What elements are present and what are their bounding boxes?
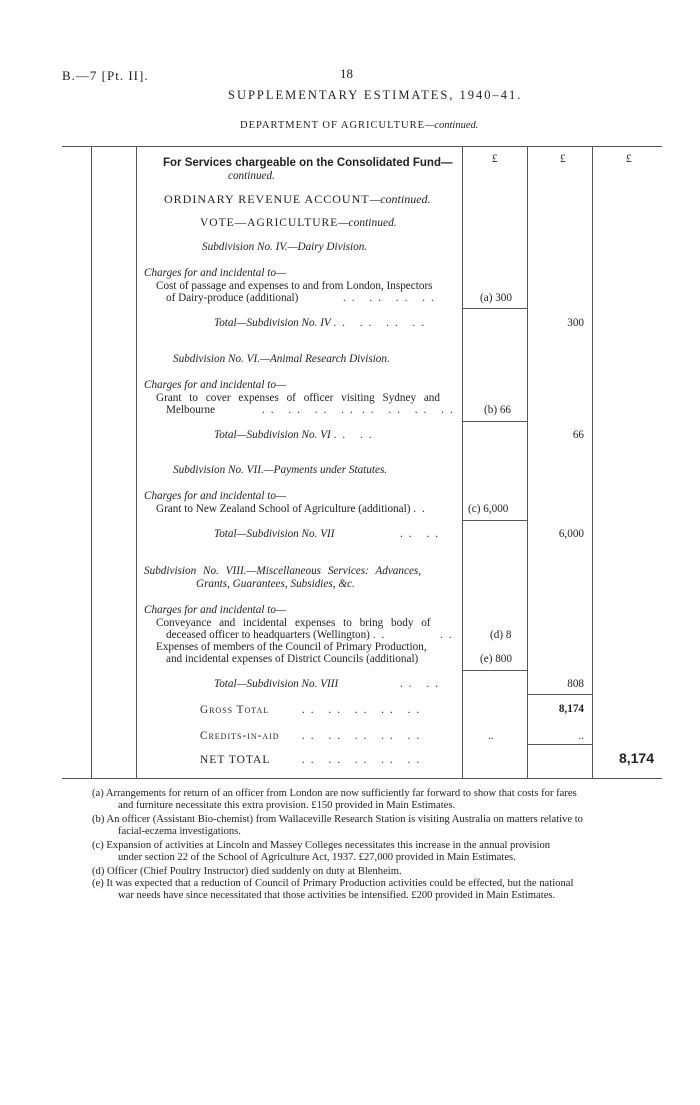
services-heading-cont: continued. — [228, 170, 275, 182]
dot-leader: .. .. — [400, 678, 444, 690]
col-rule-3 — [462, 146, 463, 778]
dot-leader: .. .. .. .. .. — [302, 754, 426, 766]
subdivision-iv-line-1: Cost of passage and expenses to and from London, Inspectors — [156, 280, 433, 292]
department-heading: DEPARTMENT OF AGRICULTURE—continued. — [240, 120, 479, 131]
total-rule — [527, 694, 592, 695]
subdivision-vi-line-1: Grant to cover expenses of officer visiting Sydney and — [156, 392, 440, 404]
net-total-label: NET TOTAL — [200, 754, 271, 766]
subdivision-iv-line-2: of Dairy-produce (additional) — [166, 292, 299, 304]
page-number: 18 — [340, 66, 353, 81]
subdivision-iv-total: 300 — [567, 317, 584, 329]
subdivision-iv-heading: Subdivision No. IV.—Dairy Division. — [202, 241, 368, 253]
subdivision-vii-charges: Charges for and incidental to— — [144, 490, 286, 502]
subdivision-viii-heading-1: Subdivision No. VIII.—Miscellaneous Services: Advances, — [144, 565, 422, 577]
subdivision-iv-total-label: Total—Subdivision No. IV .. .. .. .. — [214, 317, 431, 329]
document-title: SUPPLEMENTARY ESTIMATES, 1940–41. — [228, 88, 523, 102]
subdivision-viii-total: 808 — [567, 678, 584, 690]
subdivision-vi-charges: Charges for and incidental to— — [144, 379, 286, 391]
subtotal-rule — [462, 421, 527, 422]
subdivision-vi-total: 66 — [572, 429, 584, 441]
subdivision-viii-item-amount-1: (d) 8 — [490, 629, 512, 641]
dot-leader: .. .. — [400, 528, 444, 540]
subdivision-vi-line-2: Melbourne — [166, 404, 216, 416]
subdivision-viii-total-label: Total—Subdivision No. VIII — [214, 678, 339, 690]
col-rule-2 — [136, 146, 137, 778]
footnote-d: (d) Officer (Chief Poultry Instructor) died suddenly on duty at Blenheim. — [92, 866, 402, 877]
subdivision-viii-line-3: Expenses of members of the Council of Primary Production, — [156, 641, 427, 653]
column-currency-1: £ — [492, 153, 498, 165]
account-heading: ORDINARY REVENUE ACCOUNT—continued. — [164, 192, 431, 206]
footnote-a: (a) Arrangements for return of an officer from London are now sufficiently far forward to show that costs for fares and furniture necessitate this extra provision. £150 provided in Main Estimates. — [92, 788, 577, 811]
vote-heading: VOTE—AGRICULTURE—continued. — [200, 217, 397, 229]
dot-leader: .. .. .. .. .. — [302, 730, 426, 742]
subdivision-viii-item-amount-2: (e) 800 — [480, 653, 512, 665]
subdivision-viii-line-2: deceased officer to headquarters (Wellington) .. — [166, 629, 391, 641]
subdivision-iv-item-amount: (a) 300 — [480, 292, 512, 304]
subdivision-iv-charges: Charges for and incidental to— — [144, 267, 286, 279]
subdivision-vii-line-1: Grant to New Zealand School of Agriculture (additional) .. — [156, 503, 431, 515]
gross-total-value: 8,174 — [558, 703, 584, 715]
net-total-value: 8,174 — [618, 750, 654, 766]
credits-in-aid-value: .. — [578, 730, 584, 742]
subtotal-rule — [462, 308, 527, 309]
subdivision-vii-heading: Subdivision No. VII.—Payments under Statutes. — [173, 464, 388, 476]
dot-leader: .. — [440, 629, 458, 641]
subdivision-viii-charges: Charges for and incidental to— — [144, 604, 286, 616]
total-rule — [527, 744, 592, 745]
subtotal-rule — [462, 520, 527, 521]
footnote-b: (b) An officer (Assistant Bio-chemist) from Wallaceville Research Station is visiting Australia on matters relative to facial-eczema investigations. — [92, 814, 583, 837]
subdivision-vii-total: 6,000 — [558, 528, 584, 540]
gross-total-label: Gross Total — [200, 704, 270, 716]
subdivision-viii-line-1: Conveyance and incidental expenses to bring body of — [156, 617, 431, 629]
dot-leader: .. .. .. .. — [362, 404, 459, 416]
footnote-c: (c) Expansion of activities at Lincoln and Massey Colleges necessitates this increase in the annual provision under section 22 of the School of Agriculture Act, 1937. £27,000 provided in Main Estimates. — [92, 840, 551, 863]
dot-leader: .. .. .. .. .. — [302, 704, 426, 716]
table-top-rule — [62, 146, 662, 147]
subdivision-vi-item-amount: (b) 66 — [484, 404, 512, 416]
credits-in-aid-label: Credits-in-aid — [200, 730, 280, 742]
credits-in-aid-mid: .. — [488, 730, 494, 742]
column-currency-3: £ — [626, 153, 632, 165]
col-rule-1 — [91, 146, 92, 778]
subdivision-vi-total-label: Total—Subdivision No. VI .. .. — [214, 429, 378, 441]
subdivision-vi-heading: Subdivision No. VI.—Animal Research Division. — [173, 353, 390, 365]
dot-leader: .. .. .. .. — [343, 292, 440, 304]
table-bottom-rule — [62, 778, 662, 779]
dot-leader: .. .. .. .. — [262, 404, 359, 416]
services-heading: For Services chargeable on the Consolidated Fund— — [163, 157, 453, 169]
subdivision-vii-item-amount: (c) 6,000 — [468, 503, 509, 515]
col-rule-5 — [592, 146, 593, 778]
footnote-e: (e) It was expected that a reduction of Council of Primary Production activities could be effected, but the national war needs have since necessitated that those activities be intensified. £200 provided in Main Estimates. — [92, 878, 574, 901]
subdivision-vii-total-label: Total—Subdivision No. VII — [214, 528, 335, 540]
col-rule-4 — [527, 146, 528, 778]
document-reference: B.—7 [Pt. II]. — [62, 68, 149, 83]
subdivision-viii-line-4: and incidental expenses of District Councils (additional) — [166, 653, 419, 665]
subtotal-rule — [462, 670, 527, 671]
subdivision-viii-heading-2: Grants, Guarantees, Subsidies, &c. — [196, 578, 355, 590]
column-currency-2: £ — [560, 153, 566, 165]
